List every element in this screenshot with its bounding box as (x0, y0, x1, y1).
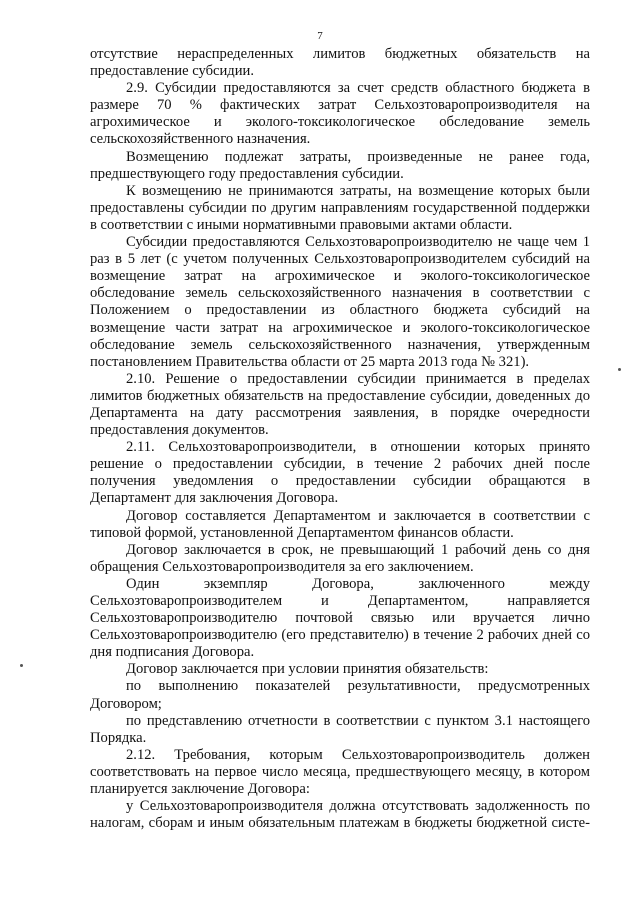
paragraph-9: Договор заключается в срок, не превышающий 1 рабочий день со дня обращения Сельхозтоваропроизводителя за его заключением. (90, 541, 590, 575)
paragraph-15: у Сельхозтоваропроизводителя должна отсутствовать задолженность по налогам, сборам и иным обязательным платежам в бюджеты бюджетной систе- (90, 798, 590, 832)
paragraph-10: Один экземпляр Договора, заключенного между Сельхозтоваропроизводителем и Департаментом, направляется Сельхозтоваропроизводителю почтовой связью или вручается лично Сельхозтоваропроизводителю (его представителю) в течение 2 рабочих дней со дня подписания Договора. (90, 575, 590, 661)
paragraph-4: К возмещению не принимаются затраты, на возмещение которых были предоставлены субсидии по другим направлениям государственной поддержки в соответствии с иными нормативными правовыми актами области. (90, 182, 590, 233)
paragraph-14: 2.12. Требования, которым Сельхозтоваропроизводитель должен соответствовать на первое число месяца, предшествующего месяцу, в котором планируется заключение Договора: (90, 746, 590, 798)
paragraph-12: по выполнению показателей результативности, предусмотренных Договором; (90, 678, 590, 712)
paragraph-7: 2.11. Сельхозтоваропроизводители, в отношении которых принято решение о предоставлении субсидии, в течение 2 рабочих дней после получения уведомления о предоставлении субсидии обращаются в Департамент для заключения Договора. (90, 439, 590, 507)
margin-speck (20, 664, 23, 667)
paragraph-13: по представлению отчетности в соответствии с пунктом 3.1 настоящего Порядка. (90, 712, 590, 746)
paragraph-8: Договор составляется Департаментом и заключается в соответствии с типовой формой, установленной Департаментом финансов области. (90, 507, 590, 541)
paragraph-2: 2.9. Субсидии предоставляются за счет средств областного бюджета в размере 70 % фактических затрат Сельхозтоваропроизводителя на агрохимическое и эколого-токсикологическое обследование земель сельскохозяйственного назначения. (90, 80, 590, 148)
paragraph-6: 2.10. Решение о предоставлении субсидии принимается в пределах лимитов бюджетных обязательств на предоставление субсидии, доведенных до Департамента на дату рассмотрения заявления, в порядке очередности предоставления документов. (90, 370, 590, 439)
document-body (90, 46, 590, 832)
paragraph-11: Договор заключается при условии принятия обязательств: (126, 661, 489, 678)
paragraph-3: Возмещению подлежат затраты, произведенные не ранее года, предшествующего году предоставления субсидии. (90, 148, 590, 182)
page-number: 7 (317, 30, 323, 42)
margin-speck (618, 368, 621, 371)
paragraph-1: отсутствие нераспределенных лимитов бюджетных обязательств на предоставление субсидии. (90, 46, 590, 80)
paragraph-5: Субсидии предоставляются Сельхозтоваропроизводителю не чаще чем 1 раз в 5 лет (с учетом полученных Сельхозтоваропроизводителем субсидий на возмещение затрат на агрохимическое и эколого-токсикологическое обследование земель сельскохозяйственного назначения в соответствии с Положением о предоставлении из областного бюджета субсидий на возмещение части затрат на агрохимическое и эколого-токсикологическое обследование земель сельскохозяйственного назначения, утвержденным постановлением Правительства области от 25 марта 2013 года № 321). (90, 234, 590, 370)
